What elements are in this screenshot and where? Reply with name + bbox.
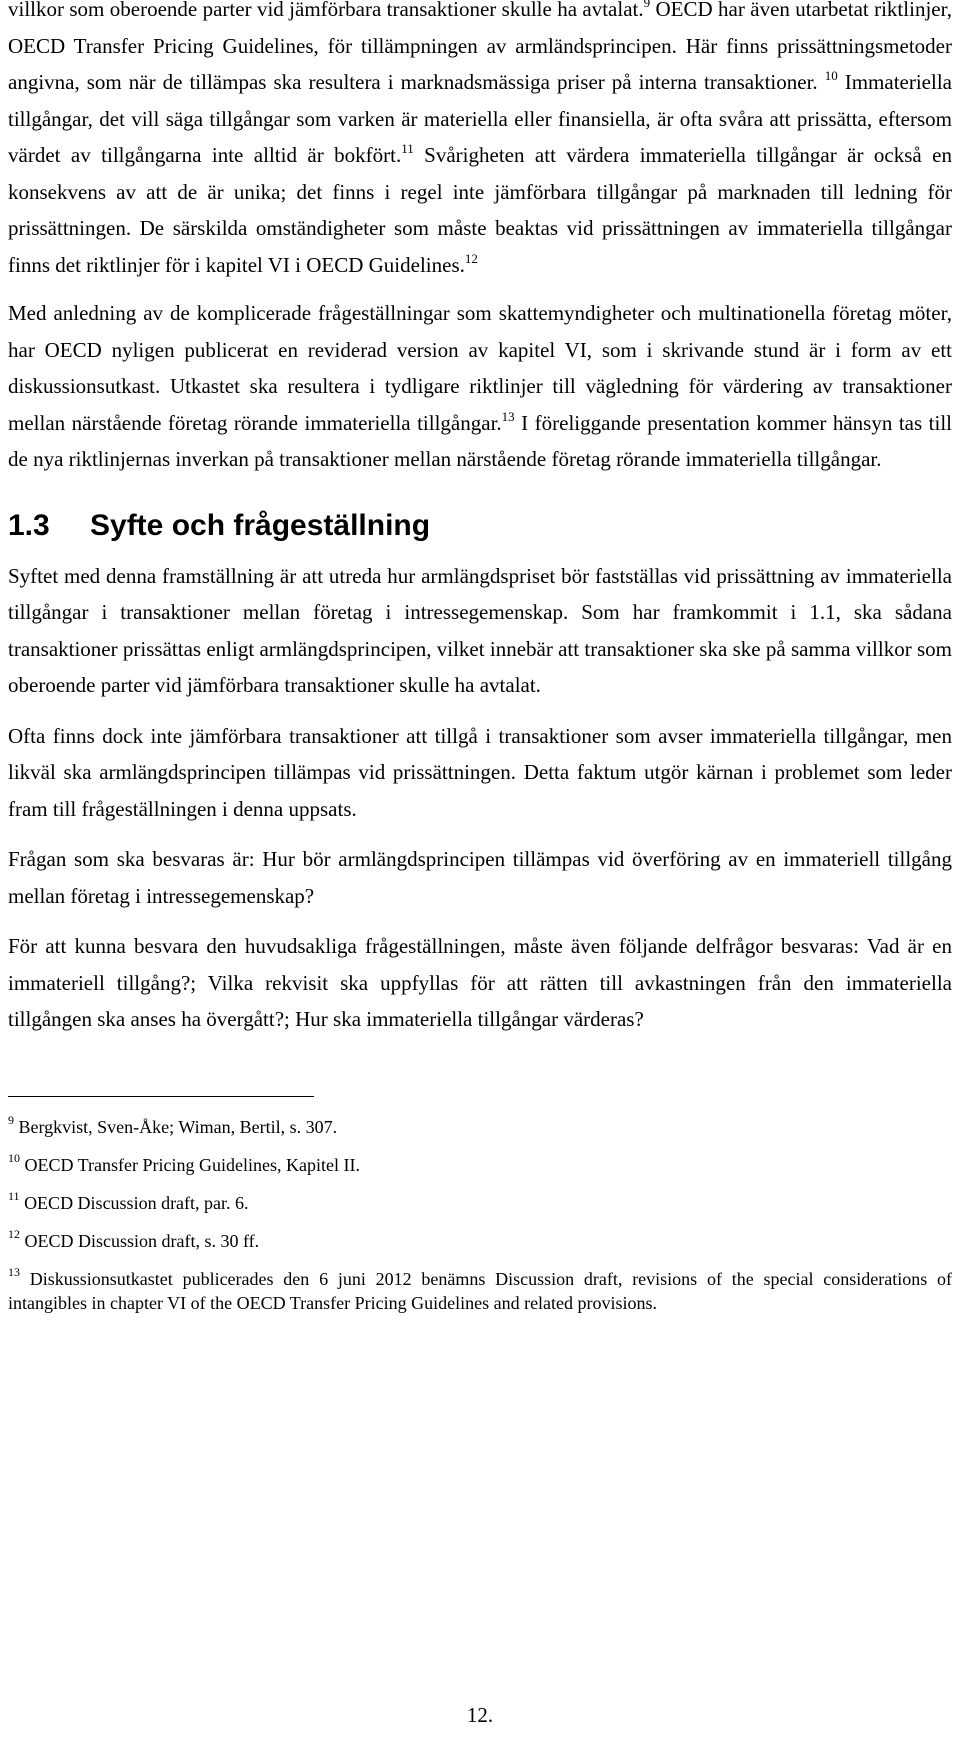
- text-run: Immateriella tillgångar, det vill säga tillgångar som varken är materiella eller finansiella, är ofta svåra att prissätta, eftersom värdet av tillgångarna inte alltid är bokfört.: [8, 70, 952, 167]
- text-run: I föreliggande presentation kommer hänsyn tas till de nya riktlinjernas inverkan på transaktioner mellan närstående företag rörande immateriella tillgångar.: [8, 410, 953, 471]
- footnote-number: 13: [8, 1264, 20, 1279]
- footnote-ref: 13: [501, 408, 515, 424]
- paragraph-purpose: Syftet med denna framställning är att utreda hur armlängdspriset bör fastställas vid prissättning av immateriella tillgångar i transaktioner mellan företag i intressegemenskap. Som har framkommit i 1.1, ska sådana transaktioner prissättas enligt armlängdsprincipen, vilket innebär att transaktioner ska ske på samma villkor som oberoende parter vid jämförbara transaktioner skulle ha avtalat.: [8, 563, 952, 697]
- footnote-9: [8, 1112, 952, 1139]
- footnote-text: OECD Discussion draft, par. 6.: [24, 1192, 249, 1213]
- footnote-text: OECD Discussion draft, s. 30 ff.: [24, 1230, 260, 1251]
- footnote-text: Bergkvist, Sven-Åke; Wiman, Bertil, s. 307.: [18, 1116, 338, 1137]
- footnote-text: OECD Transfer Pricing Guidelines, Kapitel II.: [24, 1154, 360, 1175]
- paragraph-problem: Ofta finns dock inte jämförbara transaktioner att tillgå i transaktioner som avser immateriella tillgångar, men likväl ska armlängdsprincipen tillämpas vid prissättningen. Detta faktum utgör kärnan i problemet som leder fram till frågeställningen i denna uppsats.: [8, 723, 952, 821]
- footnote-ref: 9: [643, 0, 651, 10]
- paragraph-intro: [8, 0, 952, 283]
- footnote-ref: 11: [401, 141, 414, 156]
- footnote-13: [8, 1264, 952, 1315]
- footnote-11: [8, 1188, 952, 1215]
- section-title: Syfte och frågeställning: [90, 508, 431, 542]
- footnote-text: Diskussionsutkastet publicerades den 6 juni 2012 benämns Discussion draft, revisions of the special considerations of intangibles in chapter VI of the OECD Transfer Pricing Guidelines and related provisions.: [8, 1268, 952, 1313]
- text-run: villkor som oberoende parter vid jämförbara transaktioner skulle ha avtalat.: [8, 0, 644, 21]
- footnote-ref: 12: [464, 250, 478, 266]
- footnote-number: 11: [8, 1188, 20, 1203]
- paragraph-background: [8, 295, 952, 478]
- text-run: Svårigheten att värdera immateriella tillgångar är också en konsekvens av att de är unika; det finns i regel inte jämförbara tillgångar på marknaden till ledning för prissättningen. De särskilda omständigheter som måste beaktas vid prissättningen av immateriella tillgångar finns det riktlinjer för i kapitel VI i OECD Guidelines.: [8, 143, 952, 277]
- footnote-12: [8, 1226, 952, 1253]
- paragraph-question: Frågan som ska besvaras är: Hur bör armlängdsprincipen tillämpas vid överföring av en immateriell tillgång mellan företag i intressegemenskap?: [8, 847, 952, 908]
- footnote-separator: [8, 1096, 314, 1097]
- footnotes: [8, 1112, 952, 1315]
- footnote-number: 10: [8, 1150, 20, 1165]
- text-run: OECD har även utarbetat riktlinjer, OECD Transfer Pricing Guidelines, för tillämpningen av armländsprincipen. Här finns prissättningsmetoder angivna, som när de tillämpas ska resultera i marknadsmässiga priser på interna transaktioner.: [8, 0, 952, 94]
- section-number: 1.3: [8, 508, 50, 542]
- paragraph-subquestions: För att kunna besvara den huvudsakliga frågeställningen, måste även följande delfrågor besvaras: Vad är en immateriell tillgång?; Vilka rekvisit ska uppfyllas för att rätten till avkastningen från den immateriella tillgången ska anses ha övergått?; Hur ska immateriella tillgångar värderas?: [8, 934, 952, 1031]
- footnote-ref: 10: [824, 68, 838, 83]
- section-heading: [8, 506, 952, 546]
- footnote-number: 12: [8, 1226, 20, 1241]
- page-number: 12.: [466, 1703, 494, 1727]
- text-run: Med anledning av de komplicerade frågeställningar som skattemyndigheter och multinationella företag möter, har OECD nyligen publicerat en reviderad version av kapitel VI, som i skrivande stund är i form av ett diskussionsutkast. Utkastet ska resultera i tydligare riktlinjer till vägledning för värdering av transaktioner mellan närstående företag rörande immateriella tillgångar.: [8, 301, 952, 435]
- footnote-10: [8, 1150, 952, 1177]
- footnote-number: 9: [8, 1112, 14, 1127]
